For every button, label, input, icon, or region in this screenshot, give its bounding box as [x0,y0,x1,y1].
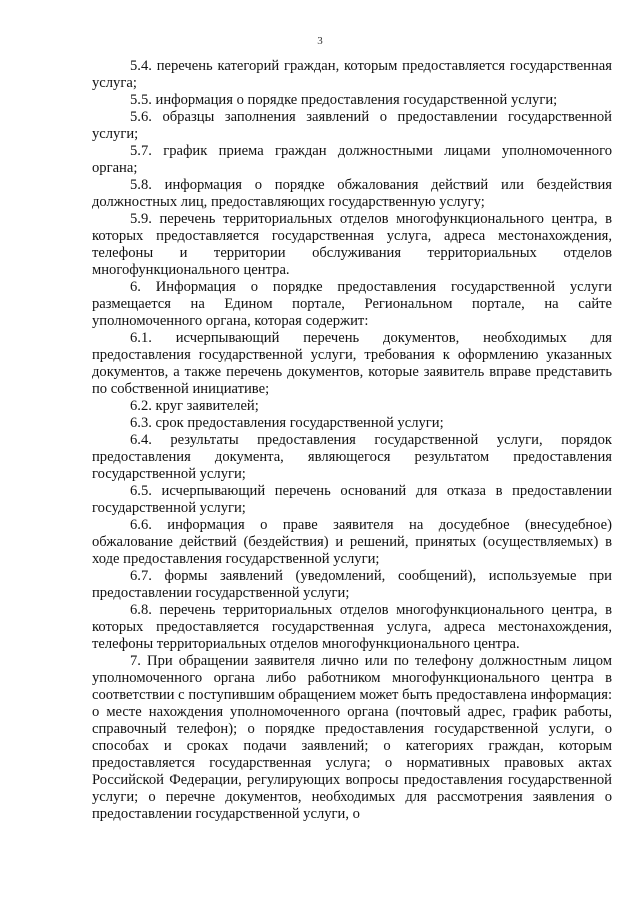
paragraph-6: 6. Информация о порядке предоставления государственной услуги размещается на Едином портале, Региональном портале, на сайте уполномоченного органа, которая содержит: [92,279,612,329]
paragraph-6-7: 6.7. формы заявлений (уведомлений, сообщений), используемые при предоставлении государственной услуги; [92,568,612,601]
paragraph-6-6: 6.6. информация о праве заявителя на досудебное (внесудебное) обжалование действий (бездействия) и решений, принятых (осуществляемых) в ходе предоставления государственной услуги; [92,517,612,567]
paragraph-6-8: 6.8. перечень территориальных отделов многофункционального центра, в которых предоставляется государственная услуга, адреса местонахождения, телефоны территориальных отделов многофункционального центра. [92,602,612,652]
paragraph-5-8: 5.8. информация о порядке обжалования действий или бездействия должностных лиц, предоставляющих государственную услугу; [92,177,612,210]
paragraph-5-5: 5.5. информация о порядке предоставления государственной услуги; [130,92,558,108]
paragraph-6-4: 6.4. результаты предоставления государственной услуги, порядок предоставления документа, являющегося результатом предоставления государственной услуги; [92,432,612,482]
paragraph-6-1: 6.1. исчерпывающий перечень документов, необходимых для предоставления государственной услуги, требования к оформлению указанных документов, а также перечень документов, которые заявитель вправе представить по собственной инициативе; [92,330,612,397]
paragraph-5-6: 5.6. образцы заполнения заявлений о предоставлении государственной услуги; [92,109,612,142]
paragraph-6-2: 6.2. круг заявителей; [130,398,259,414]
paragraph-6-5: 6.5. исчерпывающий перечень оснований для отказа в предоставлении государственной услуги; [92,483,612,516]
document-body [92,58,612,823]
paragraph-5-4: 5.4. перечень категорий граждан, которым предоставляется государственная услуга; [92,58,612,91]
paragraph-7: 7. При обращении заявителя лично или по телефону должностным лицом уполномоченного органа либо работником многофункционального центра в соответствии с поступившим обращением может быть предоставлена информация: о месте нахождения уполномоченного органа (почтовый адрес, график работы, справочный телефон); о порядке предоставления государственной услуги, о способах и сроках подачи заявлений; о категориях граждан, которым предоставляется государственная услуга; о нормативных правовых актах Российской Федерации, регулирующих вопросы предоставления государственной услуги; о перечне документов, необходимых для рассмотрения заявления о предоставлении государственной услуги, о [92,653,612,822]
page-number: 3 [317,35,323,47]
paragraph-5-7: 5.7. график приема граждан должностными лицами уполномоченного органа; [92,143,612,176]
paragraph-5-9: 5.9. перечень территориальных отделов многофункционального центра, в которых предоставляется государственная услуга, адреса местонахождения, телефоны и территории обслуживания территориальных отделов многофункционального центра. [92,211,612,278]
paragraph-6-3: 6.3. срок предоставления государственной услуги; [130,415,444,431]
